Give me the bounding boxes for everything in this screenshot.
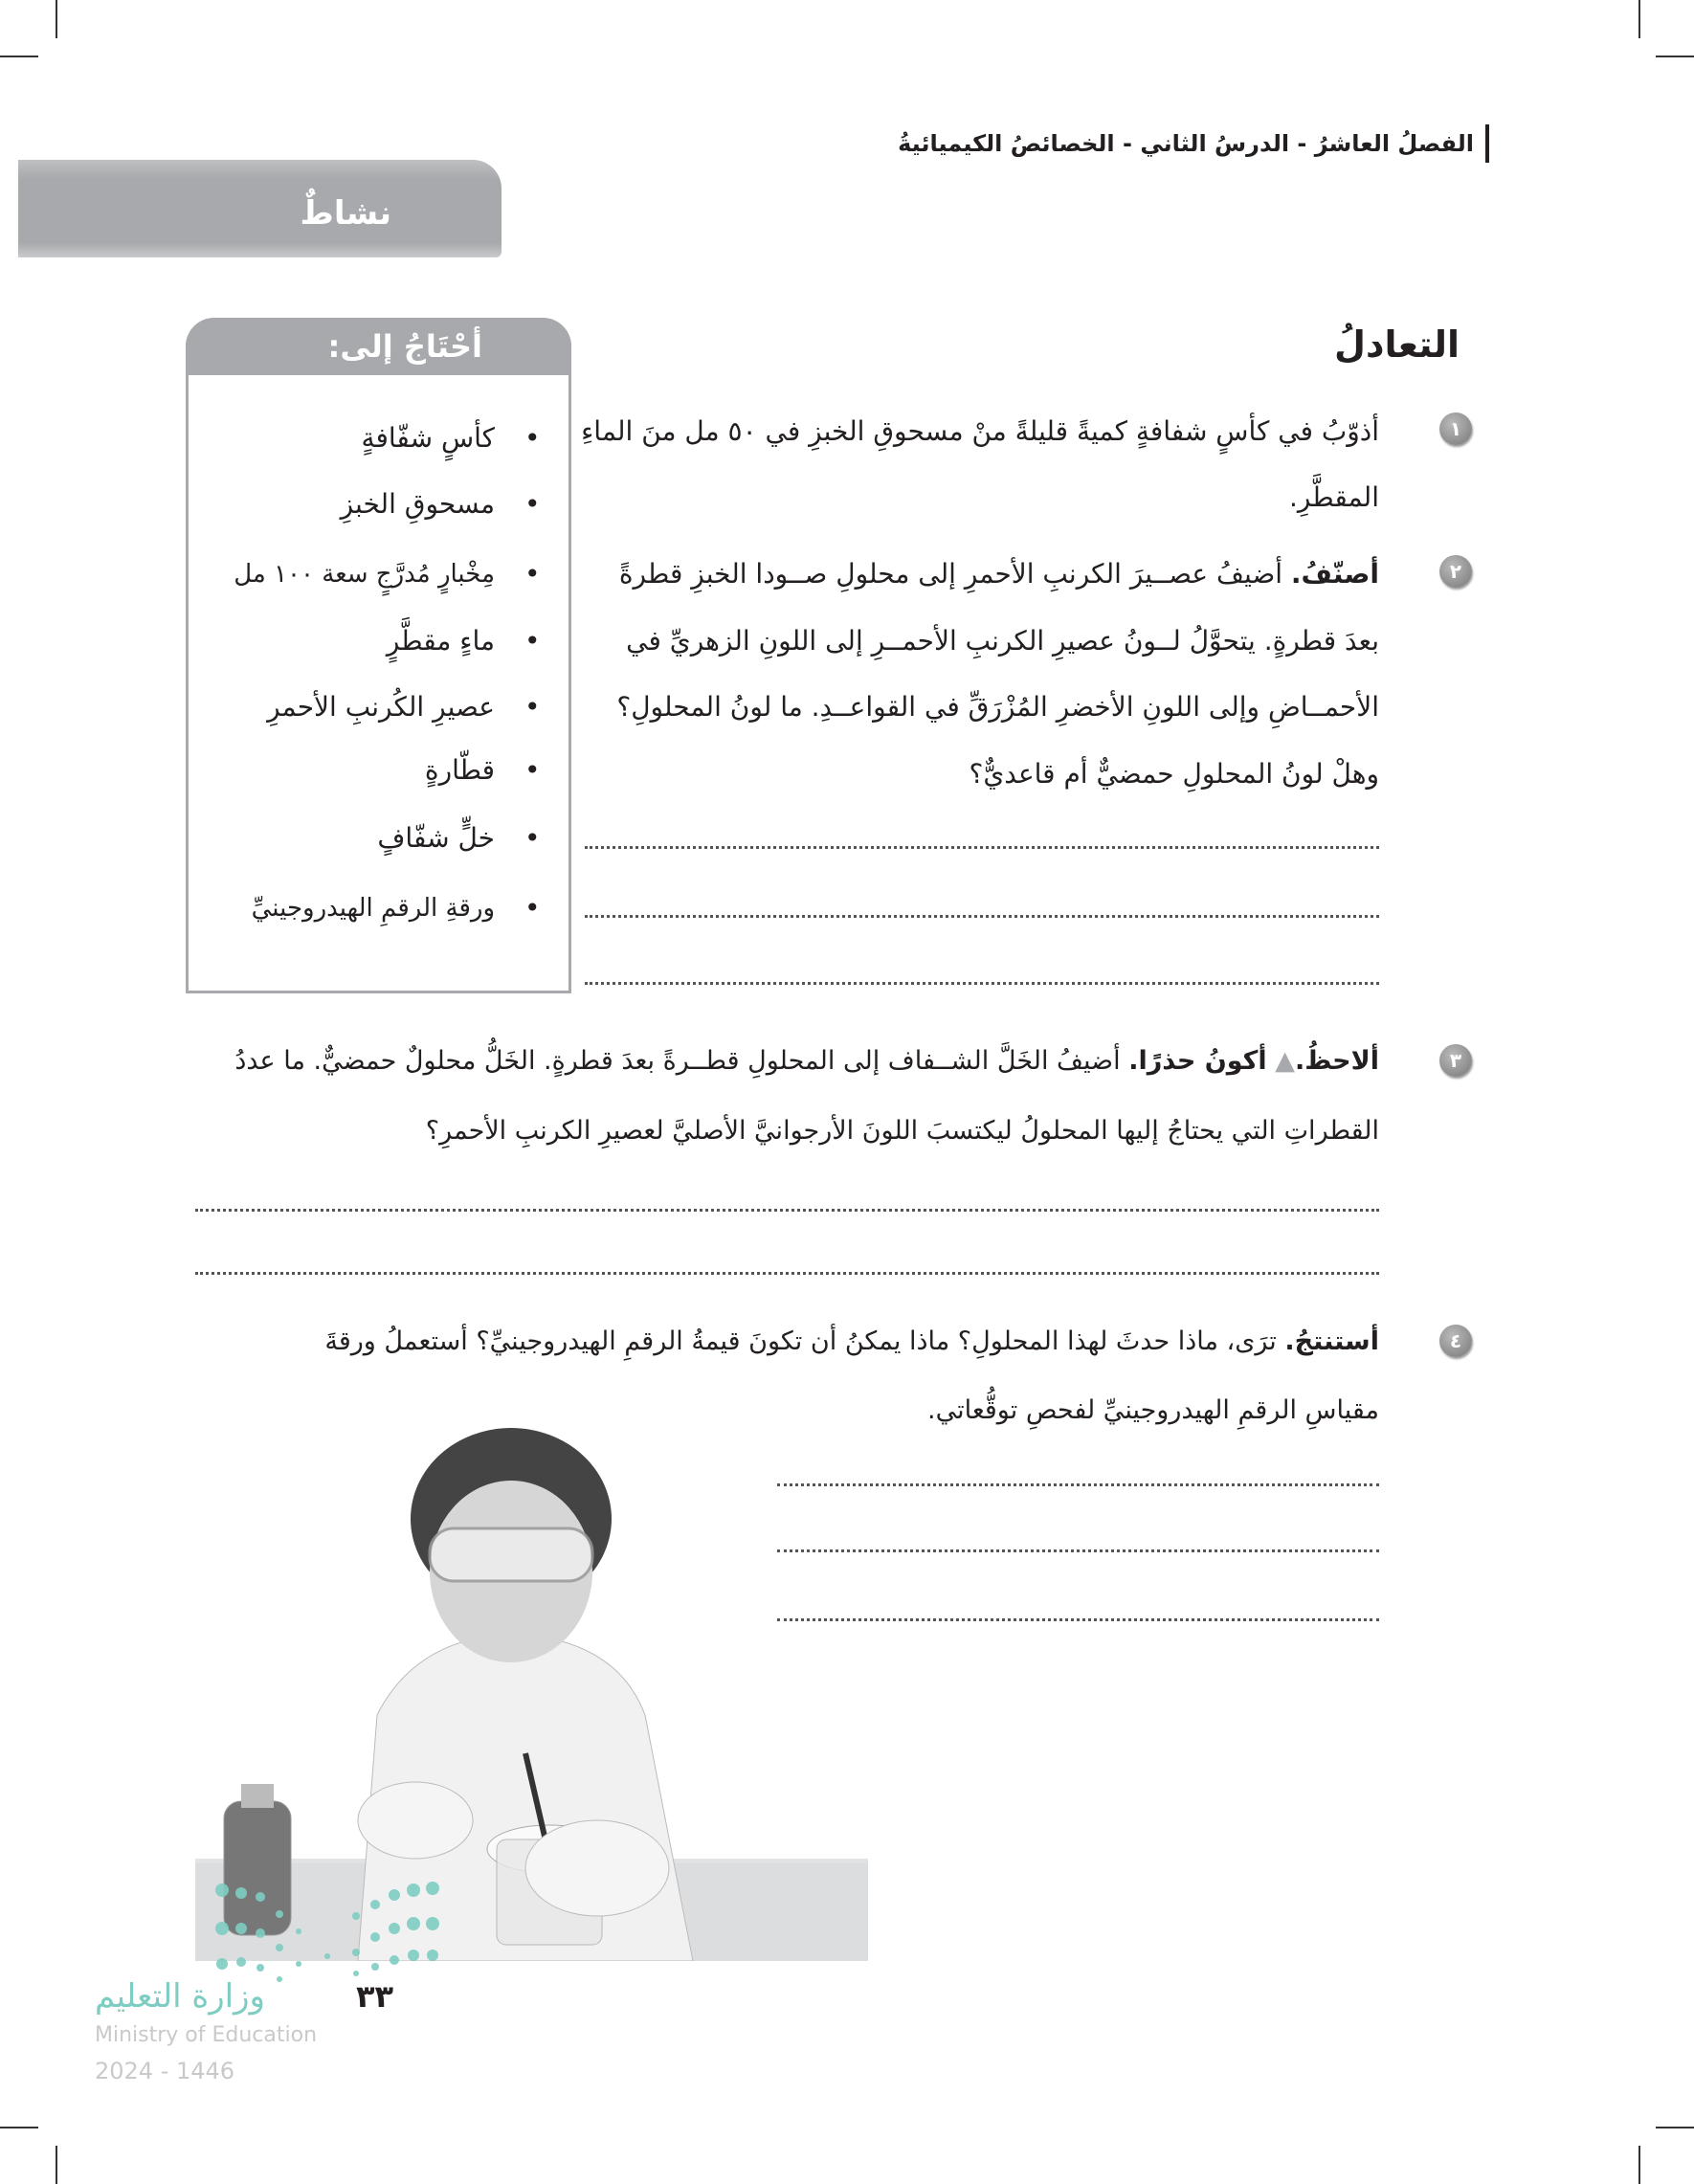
- crop-mark: [0, 56, 38, 57]
- page-title: التعادلُ: [1334, 323, 1460, 366]
- needs-item: خلٍّ شفّافٍ: [377, 822, 495, 854]
- step-text: الأحمــاضِ وإلى اللونِ الأخضرِ المُزْرَقِّ في القواعــدِ. ما لونُ المحلولِ؟: [616, 691, 1379, 723]
- crop-mark: [56, 0, 57, 38]
- answer-line[interactable]: [585, 915, 1379, 918]
- needs-item: عصيرِ الكُرنبِ الأحمرِ: [267, 691, 495, 723]
- needs-heading: أحْتَاجُ إلى:: [327, 328, 482, 365]
- step-keyword: أصنّفُ.: [1290, 558, 1379, 590]
- step-line: [619, 555, 1379, 593]
- step-text: ترَى، ماذا حدثَ لهذا المحلولِ؟ ماذا يمكنُ أن تكونَ قيمةُ الرقمِ الهيدروجينيِّ؟ أستعملُ ورقةَ: [324, 1326, 1277, 1356]
- bullet: •: [524, 558, 541, 590]
- step-keyword: ألاحظُ.: [1295, 1046, 1379, 1076]
- crop-mark: [1656, 56, 1694, 57]
- step-line: [324, 1323, 1379, 1361]
- needs-item: كأسٍ شفّافةٍ: [361, 422, 495, 454]
- needs-item: ورقةِ الرقمِ الهيدروجينيِّ: [251, 894, 495, 923]
- crop-mark: [1638, 2146, 1640, 2184]
- needs-item: قطّارةٍ: [424, 754, 495, 786]
- step-keyword: أستنتجُ.: [1284, 1326, 1379, 1356]
- step-text: المقطَّرِ.: [1289, 481, 1379, 513]
- breadcrumb: الفصلُ العاشرُ - الدرسُ الثاني - الخصائصُ الكيميائيةُ: [898, 130, 1474, 157]
- crop-mark: [0, 2127, 38, 2128]
- bullet: •: [524, 892, 541, 924]
- step-number: ٤: [1439, 1325, 1472, 1357]
- needs-item: مسحوقِ الخبزِ: [340, 488, 495, 520]
- step-text: بعدَ قطرةٍ. يتحوَّلُ لــونُ عصيرِ الكرنبِ الأحمــرِ إلى اللونِ الزهريِّ في: [626, 625, 1379, 657]
- needs-item: مِخْبارٍ مُدرَّجٍ سعة ١٠٠ مل: [234, 560, 495, 589]
- bullet: •: [524, 625, 541, 657]
- page-number: ٣٣: [356, 1978, 394, 2015]
- step-number: ٣: [1439, 1044, 1472, 1077]
- answer-line[interactable]: [195, 1209, 1379, 1212]
- logo-english: Ministry of Education: [95, 2023, 318, 2047]
- header-bar: [1485, 124, 1489, 163]
- crop-mark: [1638, 0, 1640, 38]
- answer-line[interactable]: [195, 1272, 1379, 1275]
- step-number: ١: [1439, 412, 1472, 445]
- step-text: أضيفُ الخَلَّ الشــفاف إلى المحلولِ قطــرةً بعدَ قطرةٍ. الخَلُّ محلولٌ حمضيٌّ. ما عددُ: [234, 1046, 1121, 1076]
- bullet: •: [524, 822, 541, 854]
- bullet: •: [524, 488, 541, 520]
- caution-icon: ▲: [1275, 1046, 1295, 1076]
- bullet: •: [524, 422, 541, 454]
- step-line: [234, 1042, 1379, 1081]
- activity-tab-label: نشاطٌ: [300, 194, 391, 233]
- step-text: أضيفُ عصــيرَ الكرنبِ الأحمرِ إلى محلولِ صــودا الخبزِ قطرةً: [618, 558, 1283, 590]
- logo-arabic: وزارة التعليم: [95, 1977, 265, 2016]
- answer-line[interactable]: [585, 982, 1379, 985]
- caution-label: أكونُ حذرًا.: [1128, 1046, 1267, 1076]
- step-number: ٢: [1439, 555, 1472, 588]
- step-text: القطراتِ التي يحتاجُ إليها المحلولُ ليكتسبَ اللونَ الأرجوانيَّ الأصليَّ لعصيرِ الكرنبِ الأحمرِ؟: [425, 1116, 1379, 1146]
- crop-mark: [56, 2146, 57, 2184]
- needs-item: ماءٍ مقطَّرٍ: [386, 625, 495, 657]
- step-text: مقياسِ الرقمِ الهيدروجينيِّ لفحصِ توقُّعاتي.: [927, 1395, 1379, 1425]
- crop-mark: [1656, 2127, 1694, 2128]
- activity-tab: [18, 160, 502, 257]
- step-text: وهلْ لونُ المحلولِ حمضيٌّ أم قاعديٌّ؟: [969, 758, 1379, 790]
- answer-line[interactable]: [585, 846, 1379, 849]
- bullet: •: [524, 691, 541, 723]
- step-text: أذوّبُ في كأسٍ شفافةٍ كميةً قليلةً منْ مسحوقِ الخبزِ في ٥٠ مل منَ الماءِ: [581, 415, 1379, 447]
- bullet: •: [524, 754, 541, 786]
- year-label: 2024 - 1446: [95, 2058, 235, 2084]
